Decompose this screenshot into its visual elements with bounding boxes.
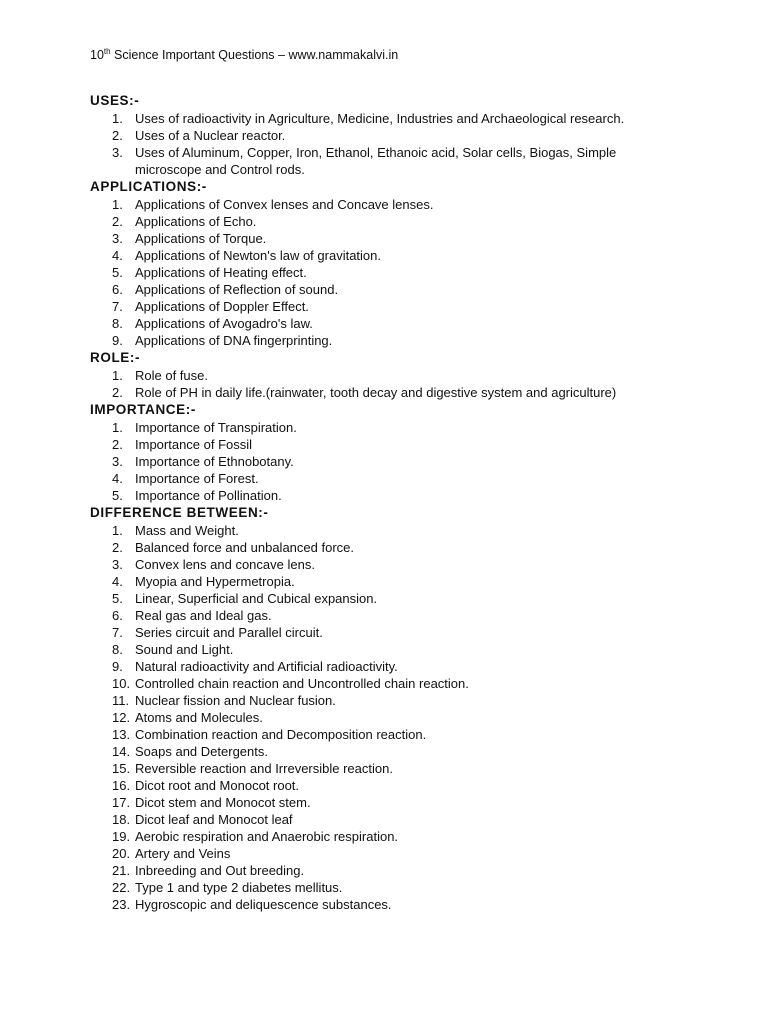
list-item [90,453,730,470]
list-item-number: 2. [112,385,123,400]
list-item-text: Hygroscopic and deliquescence substances. [135,897,392,912]
list-item-number: 4. [112,248,123,263]
list-item [90,230,730,247]
list-item [90,811,730,828]
list-item-text: Inbreeding and Out breeding. [135,863,305,878]
list-item [90,419,730,436]
list-item [90,794,730,811]
list-item [90,110,730,127]
list-item [90,641,730,658]
list-importance [90,419,730,504]
list-item [90,573,730,590]
section-heading-uses: USES:- [90,93,140,108]
list-item-text: Importance of Transpiration. [135,420,297,435]
list-item-number: 6. [112,282,123,297]
list-item-text: Importance of Forest. [135,471,259,486]
list-item [90,556,730,573]
list-item-text: Soaps and Detergents. [135,744,268,759]
list-item-text: Applications of Avogadro's law. [135,316,313,331]
list-item-text: Uses of radioactivity in Agriculture, Medicine, Industries and Archaeological research. [135,111,625,126]
list-item-text: Combination reaction and Decomposition reaction. [135,727,427,742]
page-header [90,47,398,62]
section-heading-importance: IMPORTANCE:- [90,402,196,417]
list-item-text: Applications of Reflection of sound. [135,282,339,297]
list-item-number: 5. [112,488,123,503]
list-item [90,436,730,453]
list-item-number: 8. [112,316,123,331]
list-item-number: 1. [112,111,123,126]
list-item-number: 7. [112,299,123,314]
list-item-number: 2. [112,540,123,555]
list-item-number: 15. [112,761,131,776]
list-item-number: 1. [112,420,123,435]
list-item-text: Applications of Newton's law of gravitation. [135,248,381,263]
list-item-number: 9. [112,333,123,348]
list-item-number: 5. [112,591,123,606]
list-item [90,127,730,144]
list-item [90,896,730,913]
list-item-number: 8. [112,642,123,657]
list-item-number: 5. [112,265,123,280]
list-difference [90,522,730,913]
list-item [90,590,730,607]
list-item-text: Role of fuse. [135,368,208,383]
list-item-number: 21. [112,863,131,878]
list-item-text: Role of PH in daily life.(rainwater, tooth decay and digestive system and agriculture) [135,385,617,400]
list-item [90,879,730,896]
list-item-number: 22. [112,880,131,895]
list-item-number: 10. [112,676,131,691]
list-item [90,675,730,692]
document-body [90,92,730,913]
list-item-text: Convex lens and concave lens. [135,557,315,572]
list-item [90,743,730,760]
list-role [90,367,730,401]
list-item-text: Dicot stem and Monocot stem. [135,795,311,810]
list-item-text: Applications of Doppler Effect. [135,299,309,314]
section-heading-difference: DIFFERENCE BETWEEN:- [90,505,269,520]
list-item [90,658,730,675]
list-item [90,487,730,504]
header-grade-suffix: th [103,47,111,56]
list-item-text: Series circuit and Parallel circuit. [135,625,323,640]
list-item-text: Applications of DNA fingerprinting. [135,333,333,348]
list-item-text: Applications of Heating effect. [135,265,307,280]
list-item-number: 7. [112,625,123,640]
list-item [90,522,730,539]
list-item-number: 17. [112,795,131,810]
list-uses [90,110,730,178]
list-item-text: Dicot root and Monocot root. [135,778,300,793]
list-item [90,539,730,556]
list-item [90,624,730,641]
list-item [90,281,730,298]
list-item-text: Atoms and Molecules. [135,710,263,725]
list-item-number: 19. [112,829,131,844]
list-item-number: 13. [112,727,131,742]
list-item-number: 12. [112,710,131,725]
list-item [90,777,730,794]
list-item-number: 2. [112,128,123,143]
list-item [90,692,730,709]
list-item-number: 18. [112,812,131,827]
list-item-number: 6. [112,608,123,623]
section-heading-role: ROLE:- [90,350,141,365]
list-item [90,760,730,777]
list-item-text: Applications of Echo. [135,214,257,229]
list-item-number: 1. [112,197,123,212]
list-item-text: Real gas and Ideal gas. [135,608,272,623]
list-item [90,332,730,349]
list-item [90,862,730,879]
list-item-text: Importance of Ethnobotany. [135,454,294,469]
list-item [90,298,730,315]
list-item-text: Applications of Torque. [135,231,267,246]
list-item-number: 3. [112,145,123,160]
list-item-text: Balanced force and unbalanced force. [135,540,354,555]
list-item [90,726,730,743]
list-item-text: Dicot leaf and Monocot leaf [135,812,293,827]
list-item-number: 2. [112,437,123,452]
list-item-text: Importance of Pollination. [135,488,282,503]
list-item-number: 3. [112,231,123,246]
list-item-text: Myopia and Hypermetropia. [135,574,295,589]
list-item-text: Controlled chain reaction and Uncontrolled chain reaction. [135,676,469,691]
list-item-text: Reversible reaction and Irreversible reaction. [135,761,393,776]
list-item-text: Natural radioactivity and Artificial radioactivity. [135,659,398,674]
list-item-number: 9. [112,659,123,674]
list-item-number: 14. [112,744,131,759]
list-item [90,247,730,264]
list-item-number: 3. [112,454,123,469]
list-item-number: 1. [112,523,123,538]
list-item [90,709,730,726]
list-item-text: Type 1 and type 2 diabetes mellitus. [135,880,343,895]
list-item-number: 2. [112,214,123,229]
list-item [90,213,730,230]
list-item [90,845,730,862]
section-heading-applications: APPLICATIONS:- [90,179,207,194]
list-item [90,196,730,213]
list-item [90,828,730,845]
list-item-number: 1. [112,368,123,383]
list-item [90,315,730,332]
list-item-number: 16. [112,778,131,793]
list-item-text: Applications of Convex lenses and Concave lenses. [135,197,434,212]
list-item-text: Nuclear fission and Nuclear fusion. [135,693,336,708]
list-item-number: 23. [112,897,131,912]
list-item-text: Aerobic respiration and Anaerobic respiration. [135,829,399,844]
header-title: Science Important Questions – www.nammakalvi.in [110,48,399,62]
list-item-number: 11. [112,693,130,708]
list-item [90,470,730,487]
list-item-text: Linear, Superficial and Cubical expansion. [135,591,378,606]
header-grade-number: 10 [90,48,104,62]
list-item-number: 4. [112,471,123,486]
list-applications [90,196,730,349]
list-item-number: 20. [112,846,131,861]
list-item [90,384,730,401]
list-item-text: Uses of Aluminum, Copper, Iron, Ethanol, Ethanoic acid, Solar cells, Biogas, Simple microscope and Control rods. [135,145,617,177]
list-item-number: 4. [112,574,123,589]
list-item-text: Mass and Weight. [135,523,239,538]
list-item [90,607,730,624]
list-item-number: 3. [112,557,123,572]
list-item-text: Sound and Light. [135,642,234,657]
list-item-text: Uses of a Nuclear reactor. [135,128,286,143]
list-item [90,367,730,384]
list-item [90,144,730,178]
list-item-text: Artery and Veins [135,846,231,861]
list-item [90,264,730,281]
list-item-text: Importance of Fossil [135,437,253,452]
